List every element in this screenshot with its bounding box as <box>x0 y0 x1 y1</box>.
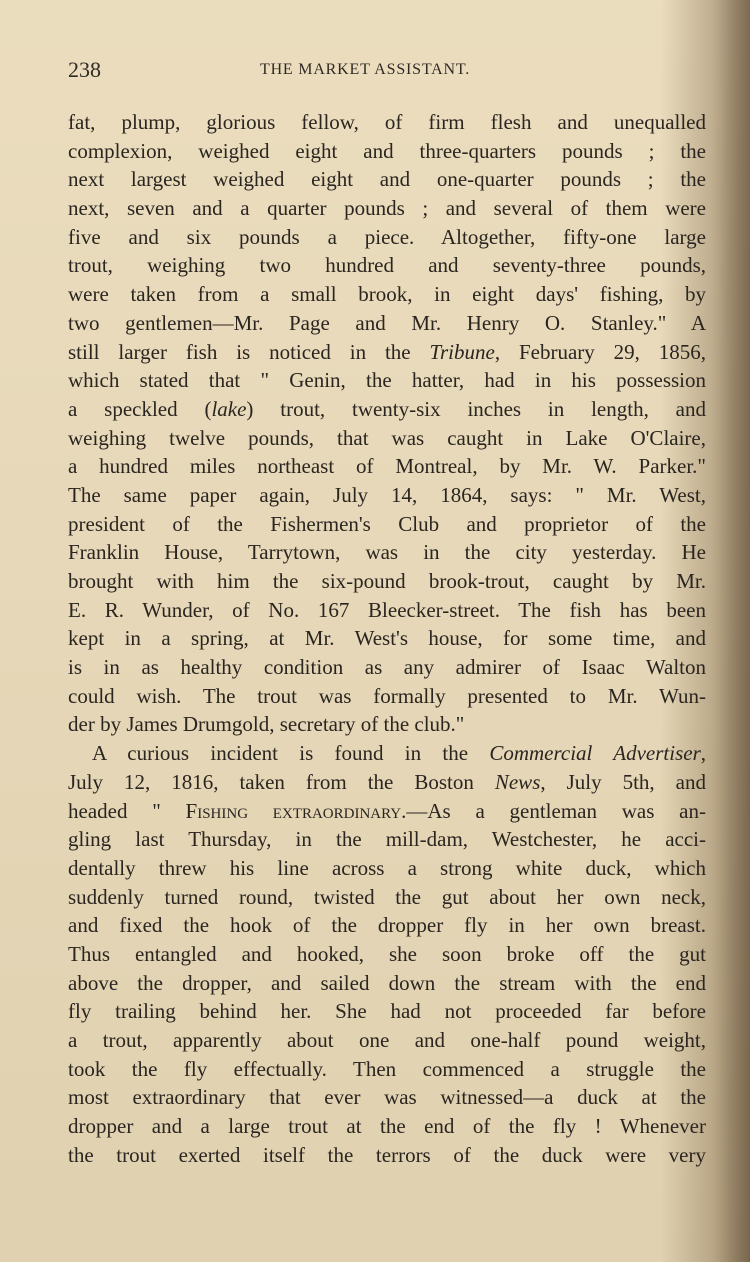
italic-text-segment: Commercial Advertiser <box>489 741 701 766</box>
text-segment: headed " <box>68 798 186 823</box>
text-segment: two gentlemen—Mr. Page and Mr. Henry O. Stanley." A <box>68 310 706 335</box>
text-line <box>68 424 706 453</box>
text-segment: kept in a spring, at Mr. West's house, for some time, and <box>68 626 706 651</box>
text-segment: .—As a gentleman was an- <box>401 798 706 823</box>
body-text <box>68 108 706 1169</box>
text-segment: next, seven and a quarter pounds ; and several of them were <box>68 196 706 221</box>
text-segment: E. R. Wunder, of No. 167 Bleecker-street. The fish has been <box>68 597 706 622</box>
text-segment: gling last Thursday, in the mill-dam, Westchester, he acci- <box>68 827 706 852</box>
text-line <box>68 108 706 137</box>
text-segment: and fixed the hook of the dropper fly in her own breast. <box>68 913 706 938</box>
text-line <box>68 682 706 711</box>
text-segment: were taken from a small brook, in eight days' fishing, by <box>68 282 706 307</box>
text-segment: , February 29, 1856, <box>494 339 706 364</box>
text-line <box>68 768 706 797</box>
text-line <box>68 366 706 395</box>
text-segment: president of the Fishermen's Club and proprietor of the <box>68 511 706 536</box>
text-line <box>68 481 706 510</box>
text-line <box>68 710 706 739</box>
text-line <box>68 797 706 826</box>
text-segment: took the fly effectually. Then commenced a struggle the <box>68 1056 706 1081</box>
text-segment: Thus entangled and hooked, she soon broke off the gut <box>68 941 706 966</box>
text-line <box>68 309 706 338</box>
italic-text-segment: lake <box>211 396 247 421</box>
text-line <box>68 596 706 625</box>
text-segment: fat, plump, glorious fellow, of firm flesh and unequalled <box>68 110 706 134</box>
text-line <box>68 510 706 539</box>
smallcaps-text-segment: Fishing extraordinary <box>185 798 402 823</box>
text-segment: could wish. The trout was formally presented to Mr. Wun- <box>68 683 706 708</box>
text-segment: a speckled ( <box>68 396 212 421</box>
text-segment: ) trout, twenty-six inches in length, and <box>246 396 706 421</box>
text-segment: suddenly turned round, twisted the gut about her own neck, <box>68 884 706 909</box>
text-segment: still larger fish is noticed in the <box>68 339 430 364</box>
text-segment: dropper and a large trout at the end of the fly ! Whenever <box>68 1114 706 1139</box>
text-segment: a trout, apparently about one and one-half pound weight, <box>68 1028 706 1052</box>
text-line <box>68 969 706 998</box>
running-head: THE MARKET ASSISTANT. <box>260 61 471 78</box>
text-segment: brought with him the six-pound brook-trout, caught by Mr. <box>68 569 706 593</box>
text-line <box>68 1112 706 1141</box>
text-segment: Franklin House, Tarrytown, was in the city yesterday. He <box>68 540 706 565</box>
text-line <box>68 567 706 596</box>
text-line <box>68 280 706 309</box>
text-line <box>68 911 706 940</box>
italic-text-segment: News <box>494 769 541 794</box>
text-segment: fly trailing behind her. She had not proceeded far before <box>68 999 706 1024</box>
text-line <box>68 452 706 481</box>
text-line <box>68 1055 706 1084</box>
text-line <box>68 223 706 252</box>
text-line <box>68 883 706 912</box>
text-line <box>68 538 706 567</box>
text-segment: next largest weighed eight and one-quarter pounds ; the <box>68 167 706 192</box>
text-segment: above the dropper, and sailed down the stream with the end <box>68 970 706 995</box>
text-line <box>68 653 706 682</box>
text-segment: A curious incident is found in the <box>92 741 490 766</box>
text-line <box>68 624 706 653</box>
text-segment: dentally threw his line across a strong white duck, which <box>68 855 706 880</box>
text-line <box>68 854 706 883</box>
page-header <box>68 56 706 84</box>
text-line <box>68 1083 706 1112</box>
text-line <box>68 1026 706 1055</box>
text-segment: , July 5th, and <box>540 769 706 794</box>
text-segment: the trout exerted itself the terrors of the duck were very <box>68 1142 706 1167</box>
text-line <box>68 338 706 367</box>
text-line <box>68 251 706 280</box>
text-line <box>68 194 706 223</box>
text-segment: complexion, weighed eight and three-quarters pounds ; the <box>68 138 706 163</box>
text-line <box>68 395 706 424</box>
text-segment: The same paper again, July 14, 1864, says: " Mr. West, <box>68 482 706 507</box>
text-line <box>68 137 706 166</box>
text-line <box>68 940 706 969</box>
text-segment: der by James Drumgold, secretary of the club." <box>68 712 465 737</box>
text-line <box>68 1141 706 1170</box>
text-segment: which stated that " Genin, the hatter, had in his possession <box>68 368 706 393</box>
text-line <box>68 997 706 1026</box>
text-segment: weighing twelve pounds, that was caught in Lake O'Claire, <box>68 425 706 450</box>
text-line <box>68 739 706 768</box>
text-segment: a hundred miles northeast of Montreal, by Mr. W. Parker." <box>68 454 706 479</box>
italic-text-segment: Tribune <box>429 339 495 364</box>
text-line <box>68 825 706 854</box>
text-segment: trout, weighing two hundred and seventy-three pounds, <box>68 253 706 278</box>
text-segment: is in as healthy condition as any admirer of Isaac Walton <box>68 655 706 680</box>
text-line <box>68 165 706 194</box>
text-segment: most extraordinary that ever was witnessed—a duck at the <box>68 1085 706 1110</box>
text-segment: July 12, 1816, taken from the Boston <box>68 769 495 794</box>
text-segment: , <box>700 741 706 766</box>
text-segment: five and six pounds a piece. Altogether, fifty-one large <box>68 224 706 249</box>
page-number: 238 <box>68 57 101 82</box>
